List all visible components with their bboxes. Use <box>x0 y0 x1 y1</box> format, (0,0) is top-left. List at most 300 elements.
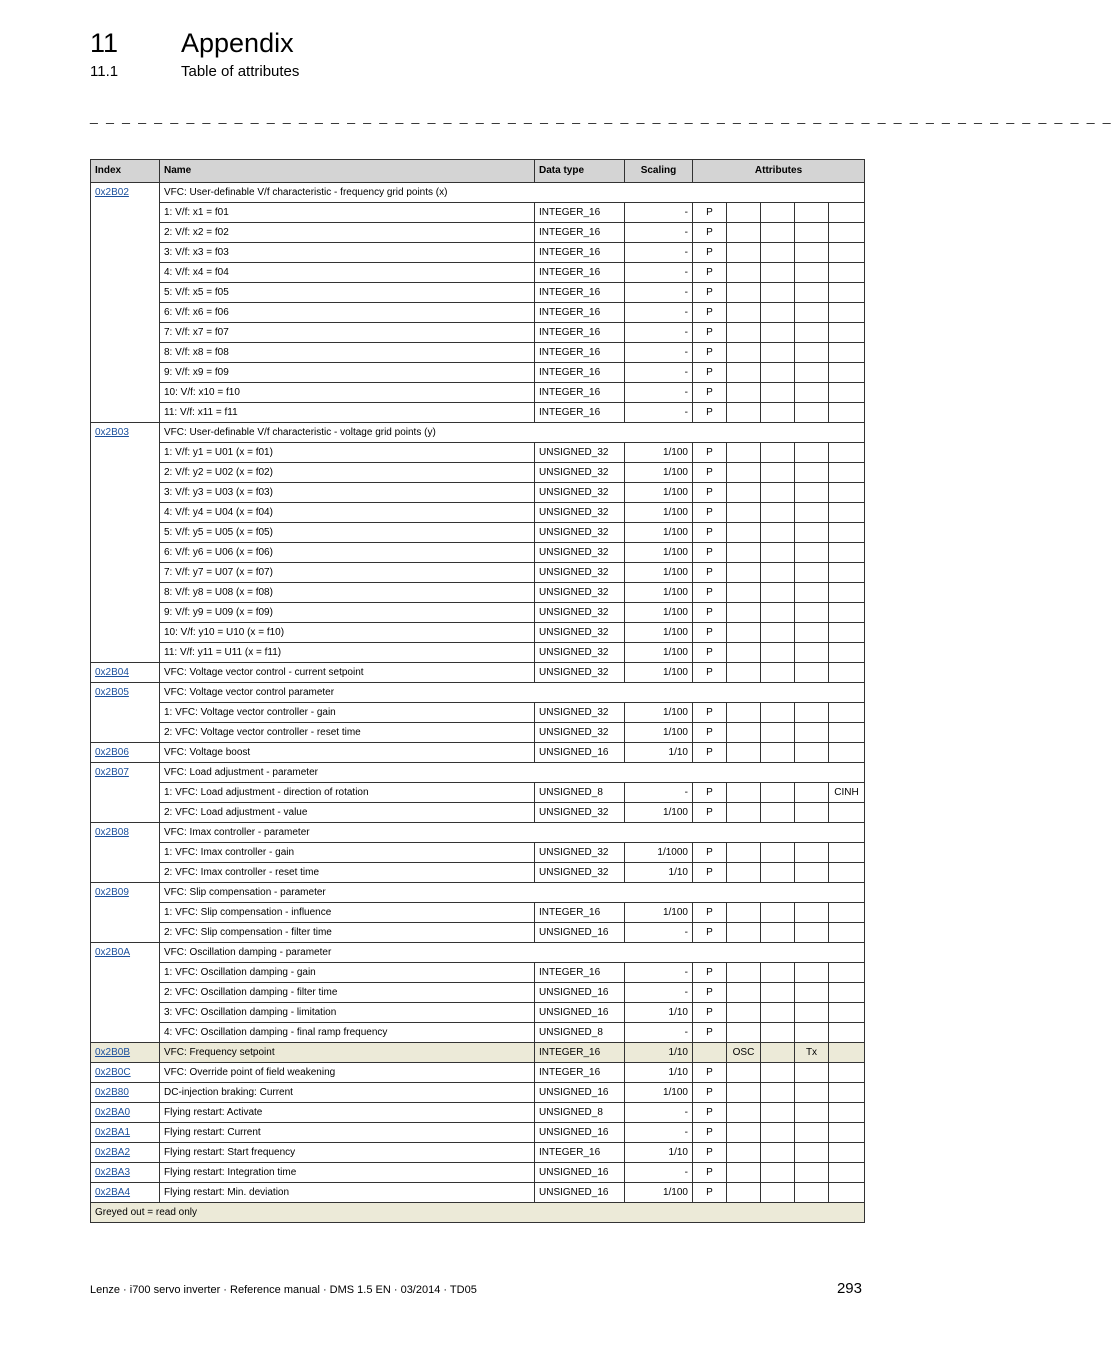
attribute-cell <box>829 1043 865 1063</box>
attribute-cell: P <box>693 1123 727 1143</box>
name-cell: DC-injection braking: Current <box>160 1083 535 1103</box>
scaling-cell: 1/100 <box>625 563 693 583</box>
attribute-cell: P <box>693 243 727 263</box>
index-cell <box>91 183 160 203</box>
table-row <box>91 903 865 923</box>
attribute-cell <box>727 863 761 883</box>
datatype-cell: UNSIGNED_32 <box>535 803 625 823</box>
attribute-cell <box>761 583 795 603</box>
name-cell: 11: V/f: y11 = U11 (x = f11) <box>160 643 535 663</box>
attribute-cell <box>727 203 761 223</box>
attribute-cell <box>795 543 829 563</box>
scaling-cell: 1/100 <box>625 803 693 823</box>
attribute-cell <box>727 1123 761 1143</box>
attribute-cell: P <box>693 843 727 863</box>
name-cell: Flying restart: Integration time <box>160 1163 535 1183</box>
datatype-cell: UNSIGNED_32 <box>535 543 625 563</box>
attribute-cell: P <box>693 1003 727 1023</box>
attribute-cell <box>761 323 795 343</box>
table-row <box>91 243 865 263</box>
attribute-cell <box>795 963 829 983</box>
attribute-cell: P <box>693 923 727 943</box>
attribute-cell <box>795 1083 829 1103</box>
attribute-cell <box>761 1103 795 1123</box>
attribute-cell <box>727 723 761 743</box>
attribute-cell <box>795 463 829 483</box>
name-cell: 7: V/f: y7 = U07 (x = f07) <box>160 563 535 583</box>
attribute-cell: P <box>693 343 727 363</box>
attribute-cell: P <box>693 623 727 643</box>
attribute-cell <box>727 963 761 983</box>
attribute-cell <box>795 223 829 243</box>
attribute-cell <box>829 483 865 503</box>
table-row <box>91 503 865 523</box>
table-row <box>91 223 865 243</box>
table-row <box>91 683 865 703</box>
table-header-row <box>91 160 865 183</box>
index-link[interactable]: 0x2BA1 <box>95 1127 131 1138</box>
attribute-cell <box>727 843 761 863</box>
group-name-cell: VFC: Imax controller - parameter <box>160 823 865 843</box>
index-cell <box>91 1143 160 1163</box>
attribute-cell <box>829 263 865 283</box>
scaling-cell: - <box>625 783 693 803</box>
attribute-cell <box>727 563 761 583</box>
attribute-cell <box>727 923 761 943</box>
attribute-cell <box>795 343 829 363</box>
attribute-cell: P <box>693 1103 727 1123</box>
attribute-cell <box>761 223 795 243</box>
index-link[interactable]: 0x2B03 <box>95 427 129 438</box>
attribute-cell: P <box>693 803 727 823</box>
table-footnote: Greyed out = read only <box>91 1203 865 1223</box>
index-cell <box>91 903 160 923</box>
attribute-cell <box>795 643 829 663</box>
name-cell: 3: V/f: x3 = f03 <box>160 243 535 263</box>
index-cell <box>91 463 160 483</box>
attribute-cell <box>829 243 865 263</box>
attribute-cell <box>727 1163 761 1183</box>
attribute-cell <box>829 723 865 743</box>
attribute-cell <box>761 383 795 403</box>
index-cell <box>91 623 160 643</box>
name-cell: 6: V/f: y6 = U06 (x = f06) <box>160 543 535 563</box>
datatype-cell: UNSIGNED_16 <box>535 923 625 943</box>
attribute-cell <box>727 1143 761 1163</box>
scaling-cell: - <box>625 403 693 423</box>
table-body <box>91 183 865 1203</box>
attribute-cell <box>761 563 795 583</box>
table-row <box>91 723 865 743</box>
attribute-cell <box>829 863 865 883</box>
scaling-cell: - <box>625 323 693 343</box>
name-cell: 9: V/f: y9 = U09 (x = f09) <box>160 603 535 623</box>
scaling-cell: - <box>625 963 693 983</box>
index-cell <box>91 563 160 583</box>
name-cell: 4: V/f: y4 = U04 (x = f04) <box>160 503 535 523</box>
attribute-cell <box>727 243 761 263</box>
attribute-cell <box>829 343 865 363</box>
name-cell: 2: VFC: Load adjustment - value <box>160 803 535 823</box>
attribute-cell <box>727 1003 761 1023</box>
datatype-cell: UNSIGNED_32 <box>535 863 625 883</box>
index-cell <box>91 523 160 543</box>
table-row <box>91 983 865 1003</box>
name-cell: 3: V/f: y3 = U03 (x = f03) <box>160 483 535 503</box>
index-cell <box>91 503 160 523</box>
scaling-cell: 1/100 <box>625 603 693 623</box>
attribute-cell <box>727 343 761 363</box>
scaling-cell: - <box>625 243 693 263</box>
attribute-cell <box>829 1183 865 1203</box>
index-link[interactable]: 0x2B09 <box>95 887 129 898</box>
attribute-cell <box>795 1103 829 1123</box>
attribute-cell <box>761 1143 795 1163</box>
index-cell <box>91 543 160 563</box>
group-name-cell: VFC: User-definable V/f characteristic - frequency grid points (x) <box>160 183 865 203</box>
chapter-title: Appendix <box>181 28 294 58</box>
attribute-cell <box>761 343 795 363</box>
attribute-cell <box>727 543 761 563</box>
group-name-cell: VFC: User-definable V/f characteristic - voltage grid points (y) <box>160 423 865 443</box>
scaling-cell: - <box>625 343 693 363</box>
index-link[interactable]: 0x2B04 <box>95 667 129 678</box>
table-row <box>91 1183 865 1203</box>
name-cell: 1: VFC: Slip compensation - influence <box>160 903 535 923</box>
scaling-cell: 1/10 <box>625 863 693 883</box>
index-cell <box>91 1063 160 1083</box>
index-link[interactable]: 0x2B0C <box>95 1067 131 1078</box>
attribute-cell: P <box>693 283 727 303</box>
attribute-cell <box>727 303 761 323</box>
scaling-cell: 1/100 <box>625 583 693 603</box>
datatype-cell: INTEGER_16 <box>535 223 625 243</box>
attribute-cell <box>795 403 829 423</box>
name-cell: 8: V/f: y8 = U08 (x = f08) <box>160 583 535 603</box>
group-name-cell: VFC: Voltage vector control parameter <box>160 683 865 703</box>
attribute-cell <box>761 403 795 423</box>
datatype-cell: INTEGER_16 <box>535 243 625 263</box>
name-cell: 5: V/f: y5 = U05 (x = f05) <box>160 523 535 543</box>
name-cell: 2: VFC: Imax controller - reset time <box>160 863 535 883</box>
index-cell <box>91 643 160 663</box>
index-link[interactable]: 0x2BA3 <box>95 1167 131 1178</box>
attribute-cell: P <box>693 743 727 763</box>
attribute-cell: P <box>693 303 727 323</box>
scaling-cell: 1/100 <box>625 503 693 523</box>
index-cell <box>91 483 160 503</box>
index-link[interactable]: 0x2B0A <box>95 947 131 958</box>
name-cell: 10: V/f: y10 = U10 (x = f10) <box>160 623 535 643</box>
datatype-cell: INTEGER_16 <box>535 903 625 923</box>
attribute-cell <box>829 1143 865 1163</box>
scaling-cell: - <box>625 283 693 303</box>
attribute-cell <box>795 1023 829 1043</box>
attribute-cell <box>761 983 795 1003</box>
scaling-cell: 1/100 <box>625 663 693 683</box>
attribute-cell <box>727 383 761 403</box>
attribute-cell <box>761 303 795 323</box>
attribute-cell: OSC <box>727 1043 761 1063</box>
datatype-cell: UNSIGNED_32 <box>535 583 625 603</box>
table-row <box>91 743 865 763</box>
attributes-table <box>90 159 865 1223</box>
attribute-cell <box>761 203 795 223</box>
attribute-cell <box>795 503 829 523</box>
scaling-cell: - <box>625 1103 693 1123</box>
attribute-cell <box>795 1143 829 1163</box>
table-row <box>91 703 865 723</box>
attribute-cell <box>761 463 795 483</box>
table-row <box>91 543 865 563</box>
datatype-cell: INTEGER_16 <box>535 1143 625 1163</box>
name-cell: 2: VFC: Voltage vector controller - reset time <box>160 723 535 743</box>
attribute-cell <box>795 323 829 343</box>
attribute-cell <box>795 903 829 923</box>
attribute-cell <box>795 663 829 683</box>
attribute-cell <box>727 503 761 523</box>
attribute-cell <box>761 923 795 943</box>
datatype-cell: UNSIGNED_32 <box>535 603 625 623</box>
attribute-cell: P <box>693 1083 727 1103</box>
attribute-cell <box>829 1023 865 1043</box>
attribute-cell: P <box>693 263 727 283</box>
index-link[interactable]: 0x2B0B <box>95 1047 131 1058</box>
scaling-cell: 1/100 <box>625 1083 693 1103</box>
index-link[interactable]: 0x2BA4 <box>95 1187 131 1198</box>
scaling-cell: 1/10 <box>625 1043 693 1063</box>
index-cell <box>91 303 160 323</box>
scaling-cell: - <box>625 223 693 243</box>
attribute-cell: P <box>693 1063 727 1083</box>
attribute-cell <box>795 303 829 323</box>
attribute-cell <box>795 263 829 283</box>
datatype-cell: UNSIGNED_32 <box>535 463 625 483</box>
attribute-cell <box>761 723 795 743</box>
scaling-cell: 1/10 <box>625 1003 693 1023</box>
attribute-cell <box>727 643 761 663</box>
name-cell: 1: VFC: Voltage vector controller - gain <box>160 703 535 723</box>
name-cell: 2: VFC: Oscillation damping - filter time <box>160 983 535 1003</box>
index-cell <box>91 1043 160 1063</box>
attribute-cell <box>727 463 761 483</box>
scaling-cell: 1/100 <box>625 903 693 923</box>
index-cell <box>91 943 160 963</box>
index-cell <box>91 1003 160 1023</box>
attribute-cell <box>727 983 761 1003</box>
attribute-cell <box>795 1003 829 1023</box>
table-row <box>91 1123 865 1143</box>
index-cell <box>91 1083 160 1103</box>
attribute-cell <box>761 903 795 923</box>
attribute-cell: P <box>693 703 727 723</box>
attribute-cell <box>727 1083 761 1103</box>
attribute-cell <box>727 603 761 623</box>
attribute-cell <box>693 1043 727 1063</box>
index-cell <box>91 723 160 743</box>
name-cell: 1: VFC: Imax controller - gain <box>160 843 535 863</box>
table-footnote-row <box>91 1203 865 1223</box>
name-cell: 8: V/f: x8 = f08 <box>160 343 535 363</box>
scaling-cell: 1/100 <box>625 463 693 483</box>
attribute-cell <box>761 1043 795 1063</box>
attribute-cell <box>761 1023 795 1043</box>
attribute-cell: P <box>693 503 727 523</box>
datatype-cell: INTEGER_16 <box>535 283 625 303</box>
attribute-cell: P <box>693 1023 727 1043</box>
table-row <box>91 183 865 203</box>
name-cell: 10: V/f: x10 = f10 <box>160 383 535 403</box>
name-cell: 2: VFC: Slip compensation - filter time <box>160 923 535 943</box>
attribute-cell: P <box>693 223 727 243</box>
group-name-cell: VFC: Load adjustment - parameter <box>160 763 865 783</box>
index-link[interactable]: 0x2B05 <box>95 687 129 698</box>
attribute-cell: P <box>693 1163 727 1183</box>
table-row <box>91 383 865 403</box>
index-cell <box>91 923 160 943</box>
table-row <box>91 963 865 983</box>
index-cell <box>91 843 160 863</box>
attribute-cell <box>761 783 795 803</box>
attribute-cell <box>829 543 865 563</box>
table-row <box>91 883 865 903</box>
index-cell <box>91 323 160 343</box>
index-cell <box>91 603 160 623</box>
attribute-cell: P <box>693 663 727 683</box>
attribute-cell <box>795 1123 829 1143</box>
index-link[interactable]: 0x2B02 <box>95 187 129 198</box>
attribute-cell <box>795 723 829 743</box>
datatype-cell: UNSIGNED_32 <box>535 723 625 743</box>
scaling-cell: 1/1000 <box>625 843 693 863</box>
attribute-cell <box>795 923 829 943</box>
datatype-cell: UNSIGNED_16 <box>535 743 625 763</box>
attribute-cell <box>761 503 795 523</box>
datatype-cell: UNSIGNED_32 <box>535 523 625 543</box>
index-cell <box>91 243 160 263</box>
attribute-cell: P <box>693 323 727 343</box>
scaling-cell: 1/100 <box>625 643 693 663</box>
attribute-cell <box>727 363 761 383</box>
datatype-cell: INTEGER_16 <box>535 323 625 343</box>
table-row <box>91 763 865 783</box>
attribute-cell <box>829 503 865 523</box>
table-row <box>91 583 865 603</box>
attribute-cell <box>829 463 865 483</box>
table-row <box>91 1063 865 1083</box>
attribute-cell <box>829 663 865 683</box>
attribute-cell <box>727 223 761 243</box>
index-link[interactable]: 0x2B08 <box>95 827 129 838</box>
datatype-cell: INTEGER_16 <box>535 1063 625 1083</box>
attribute-cell: P <box>693 563 727 583</box>
footer-text: Lenze · i700 servo inverter · Reference manual · DMS 1.5 EN · 03/2014 · TD05 <box>90 1284 477 1296</box>
col-header-datatype: Data type <box>535 160 625 183</box>
index-cell <box>91 383 160 403</box>
attribute-cell <box>761 1123 795 1143</box>
table-row <box>91 483 865 503</box>
table-row <box>91 863 865 883</box>
section-title: Table of attributes <box>181 63 300 80</box>
datatype-cell: INTEGER_16 <box>535 203 625 223</box>
table-row <box>91 823 865 843</box>
attribute-cell: P <box>693 603 727 623</box>
index-cell <box>91 223 160 243</box>
attribute-cell <box>829 583 865 603</box>
name-cell: 2: V/f: x2 = f02 <box>160 223 535 243</box>
datatype-cell: INTEGER_16 <box>535 963 625 983</box>
attribute-cell <box>727 403 761 423</box>
datatype-cell: UNSIGNED_32 <box>535 483 625 503</box>
name-cell: VFC: Voltage vector control - current setpoint <box>160 663 535 683</box>
attribute-cell <box>795 1183 829 1203</box>
scaling-cell: - <box>625 203 693 223</box>
table-row <box>91 303 865 323</box>
name-cell: 4: VFC: Oscillation damping - final ramp frequency <box>160 1023 535 1043</box>
index-link[interactable]: 0x2B06 <box>95 747 129 758</box>
attribute-cell: P <box>693 523 727 543</box>
attribute-cell <box>795 783 829 803</box>
name-cell: VFC: Frequency setpoint <box>160 1043 535 1063</box>
index-cell <box>91 1103 160 1123</box>
name-cell: VFC: Override point of field weakening <box>160 1063 535 1083</box>
datatype-cell: UNSIGNED_16 <box>535 1003 625 1023</box>
chapter-number: 11 <box>90 28 119 58</box>
attribute-cell <box>829 1103 865 1123</box>
index-link[interactable]: 0x2B07 <box>95 767 129 778</box>
separator-line: _ _ _ _ _ _ _ _ _ _ _ _ _ _ _ _ _ _ _ _ _ _ _ _ _ _ _ _ _ _ _ _ _ _ _ _ _ _ _ _ _ _ _ _ _ _ _ _ _ _ _ _ _ _ _ _ _ _ _ _ _ _ _ _ <box>90 108 1113 124</box>
name-cell: 1: VFC: Oscillation damping - gain <box>160 963 535 983</box>
attribute-cell <box>761 863 795 883</box>
attribute-cell <box>829 363 865 383</box>
attribute-cell <box>761 743 795 763</box>
table-row <box>91 463 865 483</box>
datatype-cell: UNSIGNED_8 <box>535 783 625 803</box>
attribute-cell: P <box>693 363 727 383</box>
attribute-cell <box>829 963 865 983</box>
attribute-cell <box>829 803 865 823</box>
index-link[interactable]: 0x2B80 <box>95 1087 129 1098</box>
index-cell <box>91 703 160 723</box>
attribute-cell <box>761 963 795 983</box>
attribute-cell: P <box>693 863 727 883</box>
attribute-cell: P <box>693 383 727 403</box>
table-row <box>91 563 865 583</box>
index-link[interactable]: 0x2BA2 <box>95 1147 131 1158</box>
attribute-cell <box>829 403 865 423</box>
datatype-cell: UNSIGNED_32 <box>535 623 625 643</box>
attribute-cell <box>829 643 865 663</box>
table-row <box>91 1163 865 1183</box>
datatype-cell: UNSIGNED_16 <box>535 983 625 1003</box>
attribute-cell: P <box>693 1143 727 1163</box>
scaling-cell: 1/100 <box>625 723 693 743</box>
table-row <box>91 403 865 423</box>
index-link[interactable]: 0x2BA0 <box>95 1107 131 1118</box>
table-row <box>91 643 865 663</box>
attribute-cell <box>727 1063 761 1083</box>
attribute-cell <box>829 1003 865 1023</box>
table-row <box>91 1043 865 1063</box>
page-number: 293 <box>836 1280 862 1297</box>
index-cell <box>91 403 160 423</box>
table-row <box>91 923 865 943</box>
table-row <box>91 1023 865 1043</box>
attribute-cell <box>761 243 795 263</box>
attribute-cell: Tx <box>795 1043 829 1063</box>
attribute-cell <box>795 843 829 863</box>
attribute-cell <box>795 363 829 383</box>
